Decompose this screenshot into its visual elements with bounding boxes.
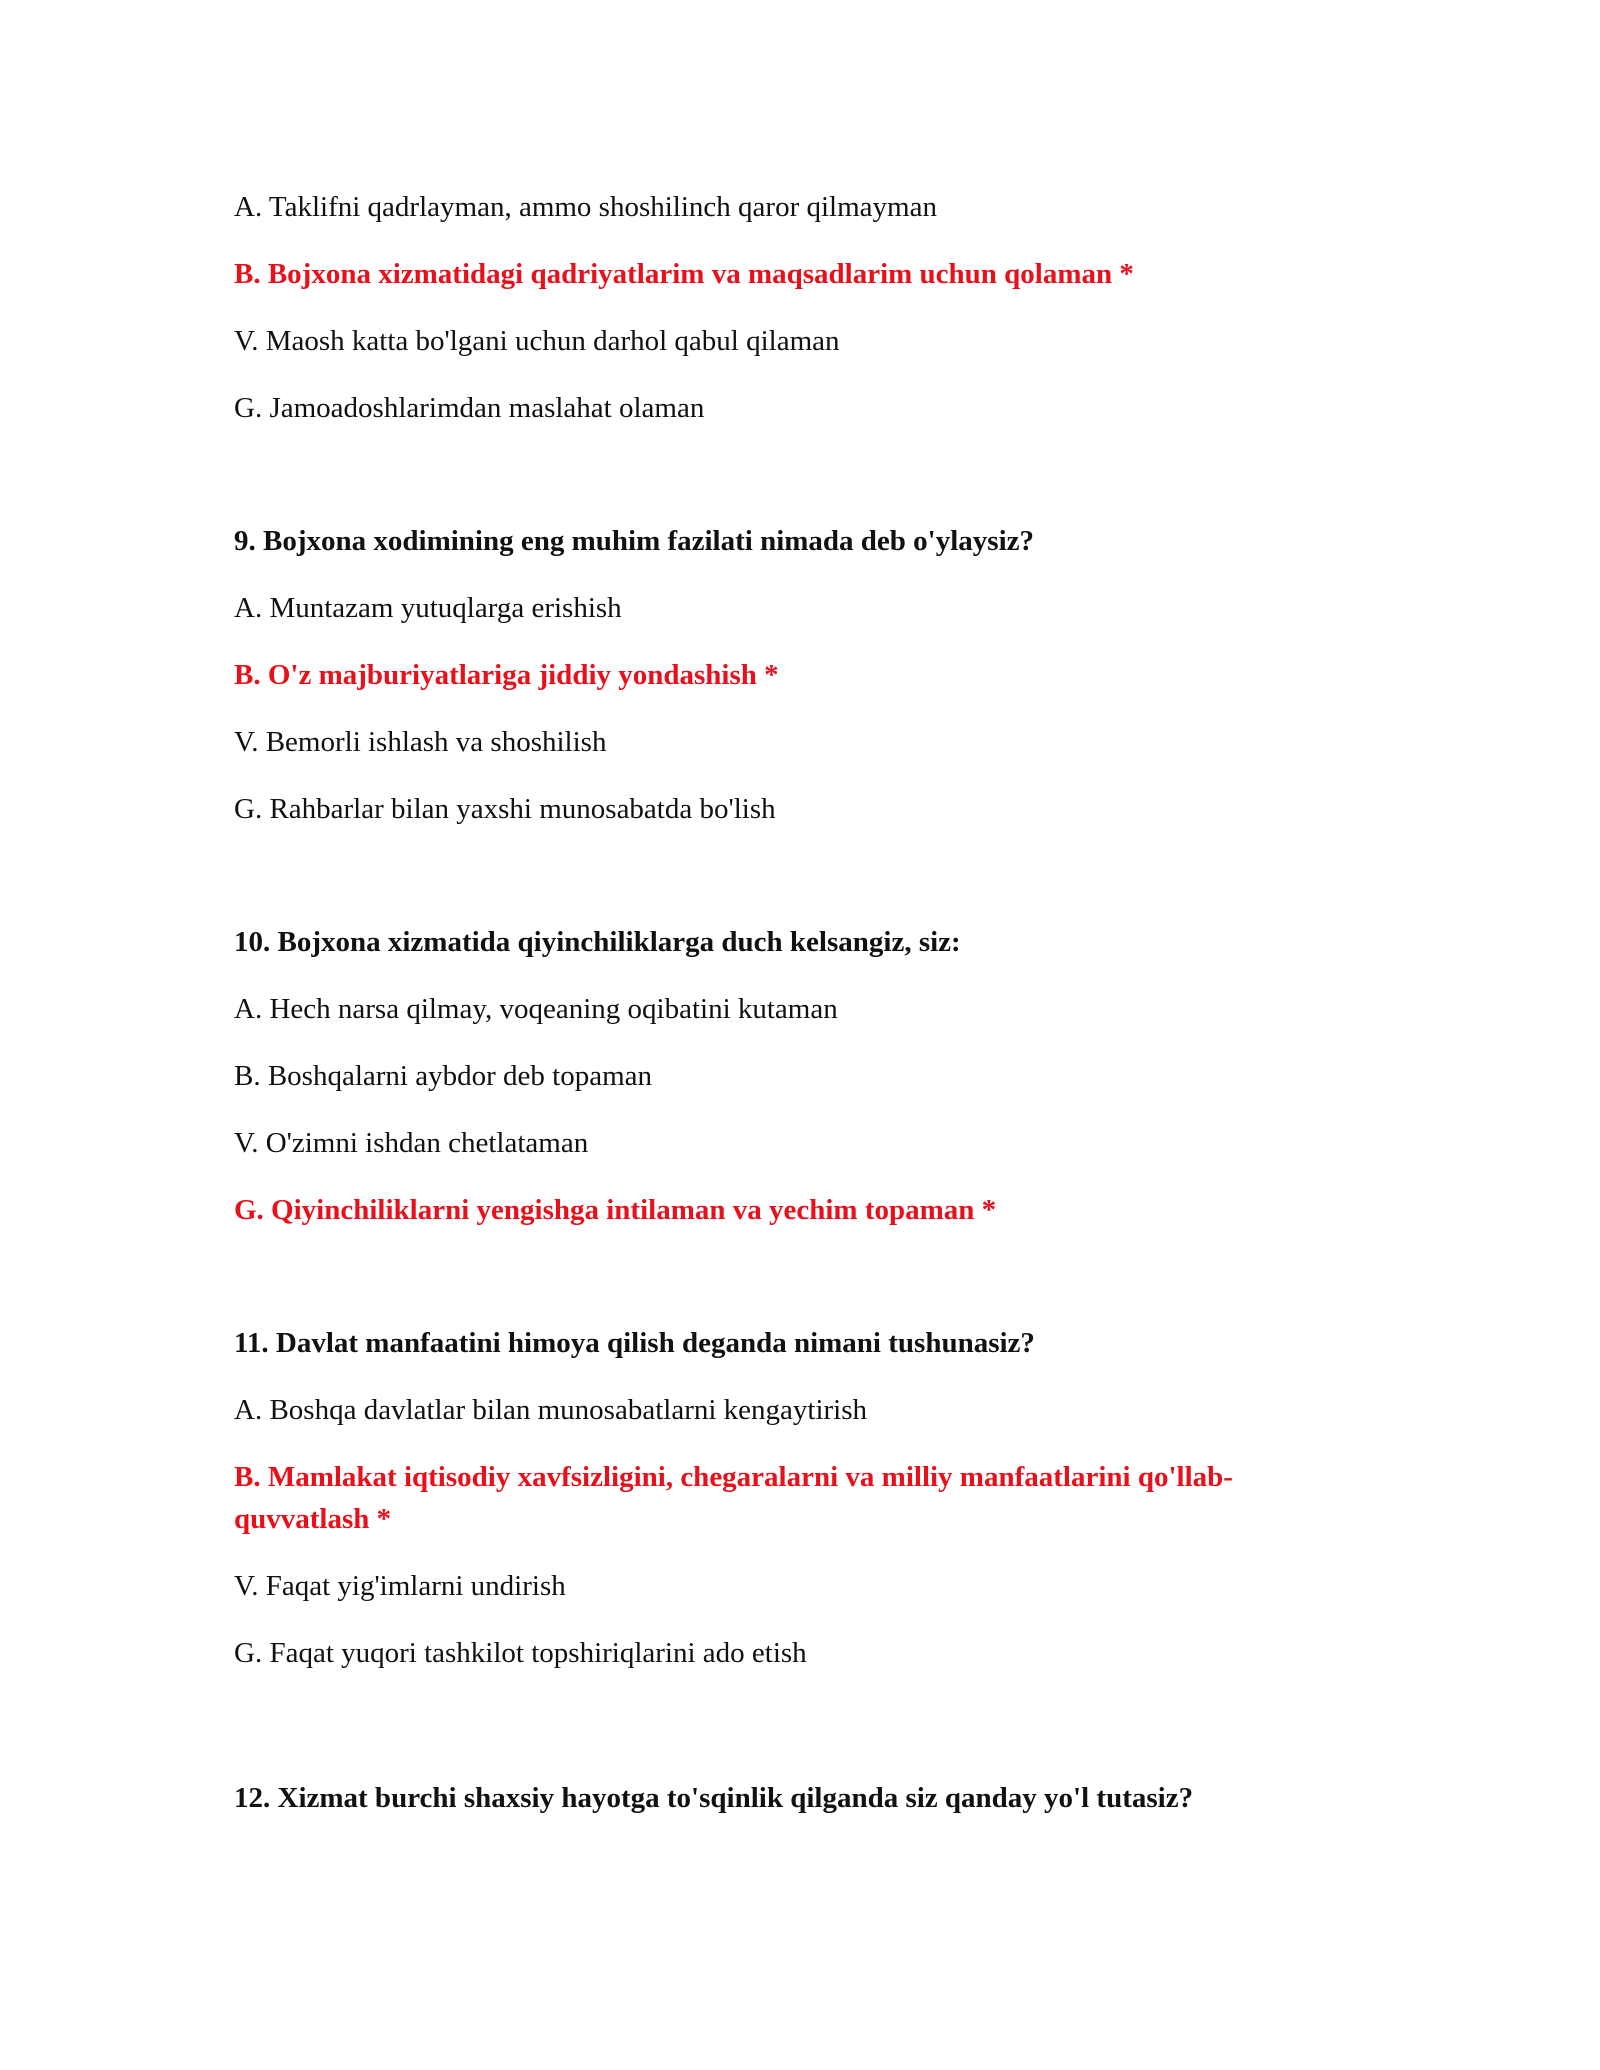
question-11: 11. Davlat manfaatini himoya qilish deganda nimani tushunasiz? — [234, 1327, 1035, 1359]
spacer — [234, 1256, 1354, 1322]
correct-option-b: B. Bojxona xizmatidagi qadriyatlarim va maqsadlarim uchun qolaman * — [234, 258, 1134, 290]
question-9: 9. Bojxona xodimining eng muhim fazilati nimada deb o'ylaysiz? — [234, 525, 1035, 557]
spacer — [234, 1699, 1354, 1777]
option-g: G. Faqat yuqori tashkilot topshiriqlarini ado etish — [234, 1637, 807, 1669]
option-g: G. Jamoadoshlarimdan maslahat olaman — [234, 392, 705, 424]
spacer — [234, 855, 1354, 921]
option-v: V. O'zimni ishdan chetlataman — [234, 1127, 589, 1159]
option-a: A. Boshqa davlatlar bilan munosabatlarni kengaytirish — [234, 1394, 868, 1426]
question-10: 10. Bojxona xizmatida qiyinchiliklarga duch kelsangiz, siz: — [234, 926, 961, 958]
option-b: B. Boshqalarni aybdor deb topaman — [234, 1060, 652, 1092]
correct-option-g: G. Qiyinchiliklarni yengishga intilaman va yechim topaman * — [234, 1194, 997, 1226]
option-a: A. Muntazam yutuqlarga erishish — [234, 592, 622, 624]
question-12: 12. Xizmat burchi shaxsiy hayotga to'sqinlik qilganda siz qanday yo'l tutasiz? — [234, 1782, 1194, 1814]
option-v: V. Bemorli ishlash va shoshilish — [234, 726, 607, 758]
option-a: A. Hech narsa qilmay, voqeaning oqibatini kutaman — [234, 993, 838, 1025]
option-g: G. Rahbarlar bilan yaxshi munosabatda bo'lish — [234, 793, 776, 825]
document-page — [234, 186, 1354, 1844]
correct-option-b: B. O'z majburiyatlariga jiddiy yondashish * — [234, 659, 779, 691]
option-v: V. Maosh katta bo'lgani uchun darhol qabul qilaman — [234, 325, 840, 357]
spacer — [234, 454, 1354, 520]
correct-option-b: B. Mamlakat iqtisodiy xavfsizligini, chegaralarni va milliy manfaatlarini qo'llab-quvvatlash * — [234, 1461, 1233, 1535]
option-v: V. Faqat yig'imlarni undirish — [234, 1570, 566, 1602]
option-a: A. Taklifni qadrlayman, ammo shoshilinch qaror qilmayman — [234, 191, 937, 223]
